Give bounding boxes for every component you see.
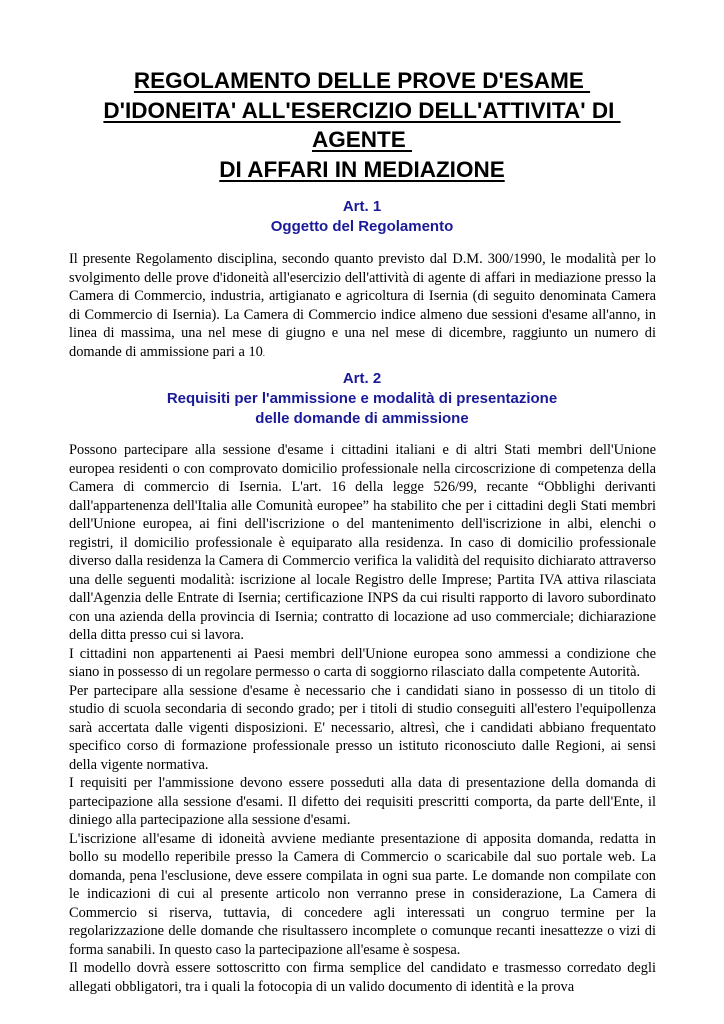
article-1-header <box>60 197 664 237</box>
title-line-3: AGENTE <box>311 127 412 152</box>
article-1-number: Art. 1 <box>342 198 382 215</box>
article-2-heading-line-2: delle domande di ammissione <box>255 410 469 427</box>
article-2-paragraph: Possono partecipare alla sessione d'esame i cittadini italiani e di altri Stati membri dell'Unione europea residenti o con comprovato domicilio professionale nella circoscrizione di competenza della Camera di commercio di Isernia. L'art. 16 della legge 526/99, recante “Obblighi derivanti dall'appartenenza dell'Italia alle Comunità europee” ha stabilito che per i cittadini degli Stati membri dell'Unione europea, ai fini dell'iscrizione o del mantenimento dell'iscrizione in albi, elenchi o registri, il domicilio professionale è equiparato alla residenza. In caso di domicilio professionale diverso dalla residenza la Camera di Commercio verifica la validità del requisito dichiarato attraverso una delle seguenti modalità: iscrizione al locale Registro delle Imprese; Partita IVA attiva rilasciata dall'Agenzia delle Entrate di Isernia; certificazione INPS da cui risulti rapporto di lavoro subordinato con una azienda della provincia di Isernia; contratto di locazione ad uso commerciale; dichiarazione della ditta presso cui si lavora. <box>69 442 656 643</box>
article-2-body <box>69 441 656 996</box>
article-2-paragraph: I requisiti per l'ammissione devono essere posseduti alla data di presentazione della domanda di partecipazione alla sessione d'esami. Il difetto dei requisiti prescritti comporta, da parte dell'Ente, il diniego alla partecipazione alla sessione d'esami. <box>69 775 656 828</box>
title-line-1: REGOLAMENTO DELLE PROVE D'ESAME <box>133 68 591 93</box>
article-1-paragraph: Il presente Regolamento disciplina, secondo quanto previsto dal D.M. 300/1990, le modalità per lo svolgimento delle prove d'idoneità all'esercizio dell'attività di agente di affari in mediazione presso la Camera di Commercio, industria, artigianato e agricoltura di Isernia (di seguito denominata Camera di Commercio di Isernia). La Camera di Commercio indice almeno due sessioni d'esame all'anno, in linea di massima, una nel mese di giugno e una nel mese di dicembre, raggiunto un numero di domande di ammissione pari a 10. <box>69 251 656 360</box>
article-2-header <box>60 369 664 429</box>
article-1-body <box>69 250 656 363</box>
article-1-heading: Oggetto del Regolamento <box>270 218 454 235</box>
article-2-paragraph: Per partecipare alla sessione d'esame è necessario che i candidati siano in possesso di un titolo di studio di scuola secondaria di secondo grado; per i titoli di studio conseguiti all'estero l'equipollenza sarà accertata dalle vigenti disposizioni. E' necessario, altresì, che i candidati abbiano frequentato specifico corso di formazione professionale presso un istituto riconosciuto dalle Regioni, ai sensi della vigente normativa. <box>69 682 656 773</box>
document-title <box>60 66 664 184</box>
article-2-number: Art. 2 <box>342 370 382 387</box>
article-2-paragraph: L'iscrizione all'esame di idoneità avviene mediante presentazione di apposita domanda, redatta in bollo su modello reperibile presso la Camera di Commercio o scaricabile dal suo portale web. La domanda, pena l'esclusione, deve essere compilata in ogni sua parte. Le domande non compilate con le indicazioni di cui al presente articolo non verranno prese in considerazione, La Camera di Commercio si riserva, tuttavia, di concedere agli interessati un congruo termine per la regolarizzazione delle domande che risultassero incomplete o comunque recanti inesattezze o vizi di forma sanabili. In questo caso la partecipazione all'esame è sospesa. <box>69 830 656 958</box>
article-2-paragraph: Il modello dovrà essere sottoscritto con firma semplice del candidato e trasmesso corredato degli allegati obbligatori, tra i quali la fotocopia di un valido documento di identità e la prova <box>69 960 656 995</box>
title-line-2: D'IDONEITA' ALL'ESERCIZIO DELL'ATTIVITA' DI <box>103 97 621 123</box>
article-2-paragraph: I cittadini non appartenenti ai Paesi membri dell'Unione europea sono ammessi a condizione che siano in possesso di un regolare permesso o carta di soggiorno rilasciato dalla competente Autorità. <box>69 645 656 680</box>
title-line-4: DI AFFARI IN MEDIAZIONE <box>219 156 505 182</box>
article-2-heading-line-1: Requisiti per l'ammissione e modalità di presentazione <box>166 390 558 407</box>
